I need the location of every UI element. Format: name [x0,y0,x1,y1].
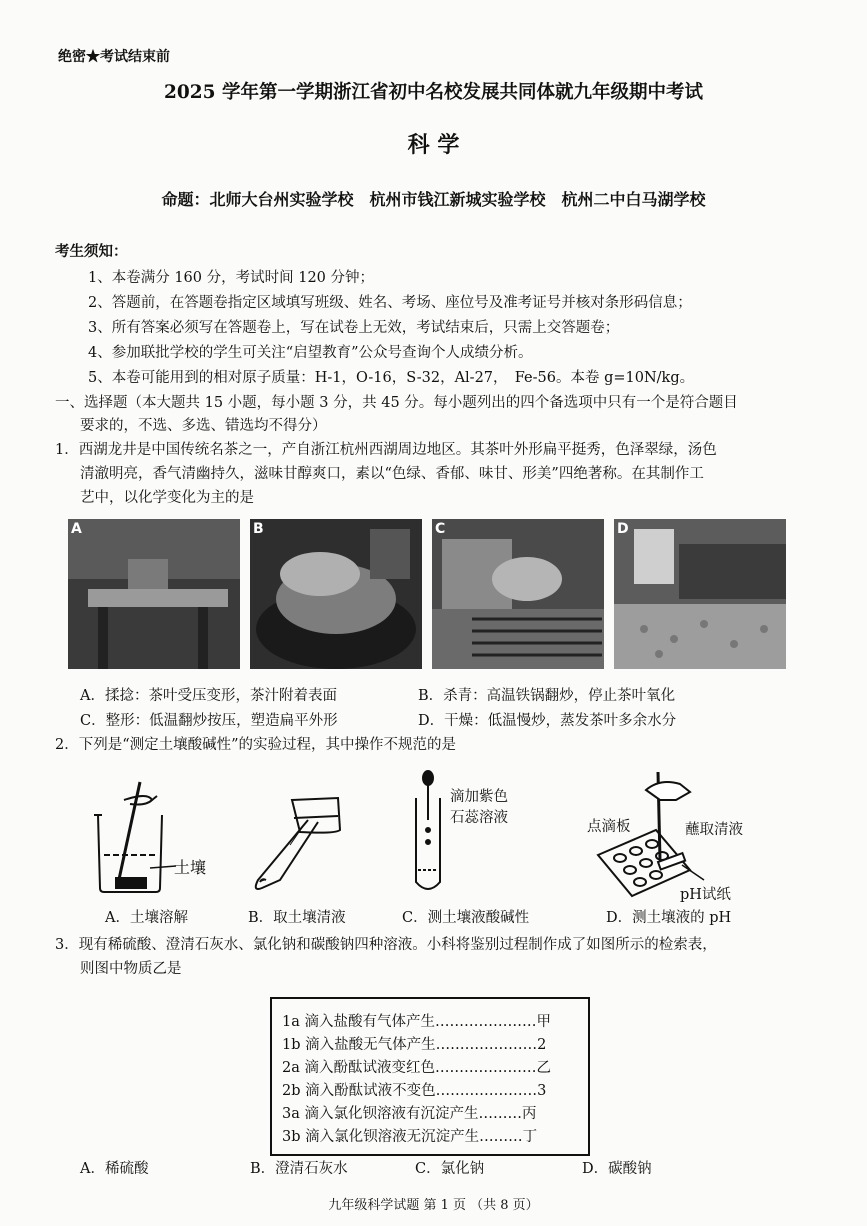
q2-option-a: A．土壤溶解 [105,910,188,926]
label-ph-paper: pH试纸 [680,887,731,903]
label-soil: 土壤 [174,858,207,877]
drying-machine-icon [614,519,786,669]
key-row: 3b 滴入氯化钡溶液无沉淀产生………丁 [282,1129,538,1145]
q2-option-b: B．取土壤清液 [248,910,346,926]
subject-title: 科 学 [407,132,460,158]
notice-item: 1、本卷满分 160 分，考试时间 120 分钟； [88,270,375,286]
q1-option-b: B．杀青：高温铁锅翻炒，停止茶叶氧化 [418,688,676,704]
photo-d-drying [614,519,786,669]
q3-option-a: A．稀硫酸 [80,1161,149,1177]
exam-title: 2025 学年第一学期浙江省初中名校发展共同体就九年级期中考试 [164,82,703,103]
photo-tag: D [617,521,629,537]
q3-option-b: B．澄清石灰水 [250,1161,348,1177]
label-drop-line1: 滴加紫色 [450,789,508,805]
dropper-test-tube-icon [416,771,440,889]
q1-stem-line: 清澈明亮，香气清幽持久，滋味甘醇爽口，素以“色绿、香郁、味甘、形美”四绝著称。在其制作工 [80,466,704,482]
page-footer: 九年级科学试题 第 1 页 （共 8 页） [328,1198,539,1213]
notice-item: 4、参加联批学校的学生可关注“启望教育”公众号查询个人成绩分析。 [88,345,533,361]
q2-option-d: D．测土壤液的 pH [606,910,732,926]
key-row: 2a 滴入酚酞试液变红色…………………乙 [282,1060,551,1076]
key-row: 3a 滴入氯化钡溶液有沉淀产生………丙 [282,1106,537,1122]
photo-tag: C [435,521,446,537]
secrecy-mark: 绝密★考试结束前 [58,49,170,65]
beaker-stirring-icon [94,782,176,892]
rolling-scene-icon [68,519,240,669]
q1-stem-line: 1．西湖龙井是中国传统名茶之一，产自浙江杭州西湖周边地区。其茶叶外形扁平挺秀，色泽翠绿，汤色 [55,442,717,458]
pouring-test-tube-icon [256,798,340,889]
authors-line: 命题：北师大台州实验学校 杭州市钱江新城实验学校 杭州二中白马湖学校 [161,190,706,209]
q2-stem: 2．下列是“测定土壤酸碱性”的实验过程，其中操作不规范的是 [55,737,457,753]
label-drop-line2: 石蕊溶液 [450,810,508,826]
photo-a-rolling [68,519,240,669]
notice-item: 3、所有答案必须写在答题卷上，写在试卷上无效，考试结束后，只需上交答题卷； [88,320,620,336]
photo-b-frying [250,519,422,669]
label-dip-clear-liquid: 蘸取清液 [685,822,743,838]
q1-stem-line: 艺中，以化学变化为主的是 [80,490,254,506]
label-spot-plate: 点滴板 [587,819,631,835]
wok-frying-icon [250,519,422,669]
notice-item: 5、本卷可能用到的相对原子质量：H-1，O-16，S-32，Al-27， Fe-56。本卷 g=10N/kg。 [88,370,695,386]
photo-tag: B [253,521,264,537]
q3-stem-line2: 则图中物质乙是 [80,961,182,977]
q1-option-c: C．整形：低温翻炒按压，塑造扁平外形 [80,713,338,729]
q1-option-d: D．干燥：低温慢炒，蒸发茶叶多余水分 [418,713,677,729]
q3-option-c: C．氯化钠 [415,1161,485,1177]
key-row: 2b 滴入酚酞试液不变色…………………3 [282,1083,547,1099]
notice-heading: 考生须知： [55,243,128,260]
photo-tag: A [71,521,82,537]
section-heading: 一、选择题（本大题共 15 小题，每小题 3 分，共 45 分。每小题列出的四个备选项中只有一个是符合题目 [55,395,738,411]
q1-option-a: A．揉捻：茶叶受压变形，茶汁附着表面 [80,688,337,704]
q3-stem-line1: 3．现有稀硫酸、澄清石灰水、氯化钠和碳酸钠四种溶液。小科将鉴别过程制作成了如图所示的检索表， [55,937,717,953]
shaping-scene-icon [432,519,604,669]
notice-item: 2、答题前，在答题卷指定区域填写班级、姓名、考场、座位号及准考证号并核对条形码信息； [88,295,692,311]
photo-c-shaping [432,519,604,669]
q3-option-d: D．碳酸钠 [582,1161,652,1177]
key-row: 1b 滴入盐酸无气体产生…………………2 [282,1037,547,1053]
section-heading-cont: 要求的，不选、多选、错选均不得分） [80,418,327,434]
key-row: 1a 滴入盐酸有气体产生…………………甲 [282,1014,551,1030]
q2-option-c: C．测土壤液酸碱性 [402,910,530,926]
